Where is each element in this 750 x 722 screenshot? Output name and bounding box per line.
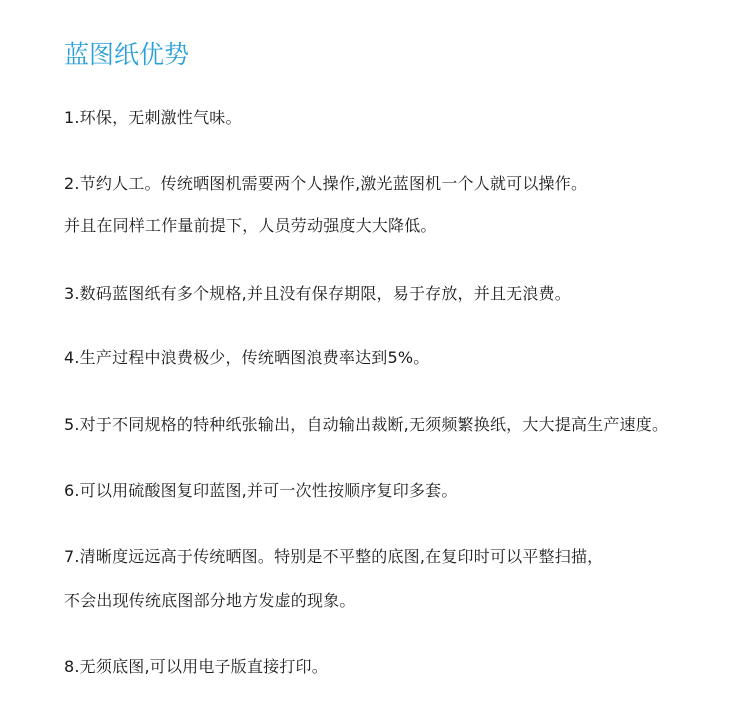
advantage-2-continued: 并且在同样工作量前提下，人员劳动强度大大降低。 [64, 216, 437, 235]
advantage-5: 5.对于不同规格的特种纸张输出，自动输出裁断,无须频繁换纸，大大提高生产速度。 [64, 415, 669, 434]
advantage-7: 7.清晰度远远高于传统晒图。特别是不平整的底图,在复印时可以平整扫描， [64, 547, 604, 566]
advantage-4: 4.生产过程中浪费极少，传统晒图浪费率达到5%。 [64, 348, 430, 367]
advantage-1: 1.环保，无刺激性气味。 [64, 108, 242, 127]
advantage-7-continued: 不会出现传统底图部分地方发虚的现象。 [64, 591, 356, 610]
advantage-6: 6.可以用硫酸图复印蓝图,并可一次性按顺序复印多套。 [64, 481, 458, 500]
advantage-8: 8.无须底图,可以用电子版直接打印。 [64, 657, 328, 676]
page-title: 蓝图纸优势 [64, 40, 190, 69]
advantage-2: 2.节约人工。传统晒图机需要两个人操作,激光蓝图机一个人就可以操作。 [64, 174, 588, 193]
advantage-3: 3.数码蓝图纸有多个规格,并且没有保存期限，易于存放，并且无浪费。 [64, 284, 571, 303]
